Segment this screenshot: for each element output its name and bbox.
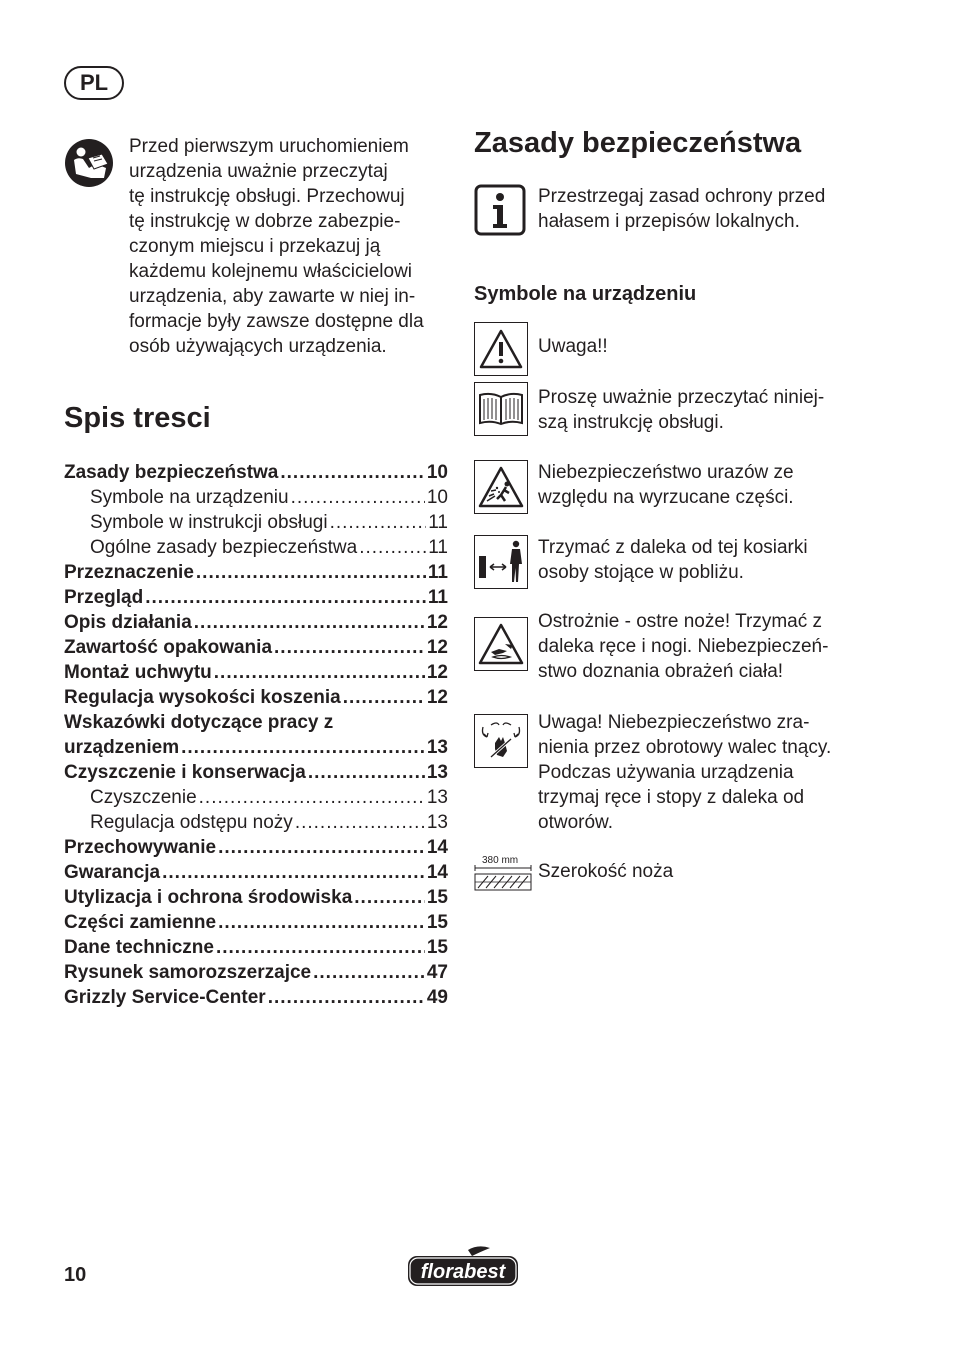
toc-entry[interactable] xyxy=(64,585,448,610)
symbol-line: Niebezpieczeństwo urazów ze xyxy=(538,462,794,483)
toc-entry-page: 47 xyxy=(426,962,448,983)
toc-leader-dots xyxy=(330,510,427,535)
toc-entry[interactable] xyxy=(64,935,448,960)
toc-entry-page: 10 xyxy=(426,487,448,508)
toc-entry-page: 11 xyxy=(428,512,448,533)
toc-entry-page: 13 xyxy=(426,812,448,833)
toc-entry[interactable] xyxy=(64,810,448,835)
toc-entry[interactable] xyxy=(64,560,448,585)
symbol-line: szą instrukcję obsługi. xyxy=(538,412,724,433)
symbol-line: Uwaga! Niebezpieczeństwo zra- xyxy=(538,712,810,733)
thrown-objects-icon xyxy=(474,460,528,514)
toc-entry-title: Przegląd xyxy=(64,587,144,608)
toc-entry[interactable] xyxy=(64,885,448,910)
open-book-icon xyxy=(474,382,528,436)
info-line: hałasem i przepisów lokalnych. xyxy=(538,211,800,232)
symbol-text xyxy=(538,710,864,835)
toc-leader-dots xyxy=(218,910,425,935)
intro-line: Przed pierwszym uruchomieniem xyxy=(129,136,409,157)
toc-entry[interactable] xyxy=(64,735,448,760)
toc-leader-dots xyxy=(313,960,425,985)
toc-entry-title: Zasady bezpieczeństwa xyxy=(64,462,279,483)
toc-entry-title: Regulacja wysokości koszenia xyxy=(64,687,341,708)
info-line: Przestrzegaj zasad ochrony przed xyxy=(538,186,826,207)
intro-line: osób używających urządzenia. xyxy=(129,336,387,357)
toc-entry-page: 49 xyxy=(426,987,448,1008)
toc-leader-dots xyxy=(216,935,425,960)
toc-leader-dots xyxy=(199,785,425,810)
toc-entry-page: 15 xyxy=(426,937,448,958)
toc-leader-dots xyxy=(181,735,425,760)
sharp-blades-icon xyxy=(474,617,528,671)
symbol-text xyxy=(538,334,864,359)
toc-entry-page: 12 xyxy=(426,662,448,683)
toc-leader-dots xyxy=(214,660,425,685)
cutting-width-label: 380 mm xyxy=(482,855,519,866)
toc-entry-title: Ogólne zasady bezpieczeństwa xyxy=(90,537,358,558)
toc-leader-dots xyxy=(196,560,426,585)
toc-entry[interactable] xyxy=(64,860,448,885)
keep-distance-icon xyxy=(474,535,528,589)
intro-line: czonym miejscu i przekazuj ją xyxy=(129,236,381,257)
intro-line: tę instrukcję obsługi. Przechowuj xyxy=(129,186,405,207)
toc-entry-title: Zawartość opakowania xyxy=(64,637,273,658)
symbol-line: Podczas używania urządzenia xyxy=(538,762,794,783)
toc-entry-page: 12 xyxy=(426,612,448,633)
symbol-text xyxy=(538,859,864,884)
toc-entry-title: Części zamienne xyxy=(64,912,217,933)
symbol-text xyxy=(538,535,864,585)
symbol-row-sharp-blades xyxy=(474,611,864,682)
toc-entry[interactable] xyxy=(64,460,448,485)
symbol-text xyxy=(538,609,864,684)
toc-entry[interactable] xyxy=(64,785,448,810)
intro-line: urządzenia, aby zawarte w niej in- xyxy=(129,286,416,307)
toc-entry-page: 15 xyxy=(426,887,448,908)
toc-entry[interactable] xyxy=(64,635,448,660)
toc-entry[interactable] xyxy=(64,610,448,635)
symbol-row-rotating-cylinder xyxy=(474,712,864,833)
toc-entry-title: Czyszczenie xyxy=(90,787,197,808)
toc-leader-dots xyxy=(354,885,425,910)
symbol-row-keep-distance xyxy=(474,535,864,589)
toc-entry-title: Utylizacja i ochrona środowiska xyxy=(64,887,353,908)
toc-entry[interactable] xyxy=(64,960,448,985)
symbol-row-manual xyxy=(474,382,864,436)
toc-leader-dots xyxy=(295,810,425,835)
intro-line: tę instrukcję w dobrze zabezpie- xyxy=(129,211,401,232)
toc-leader-dots xyxy=(274,635,425,660)
toc-entry-title: Symbole na urządzeniu xyxy=(90,487,289,508)
toc-entry-page: 14 xyxy=(426,837,448,858)
symbol-text xyxy=(538,460,864,510)
toc-entry-title: Dane techniczne xyxy=(64,937,214,958)
toc-entry-page: 10 xyxy=(426,462,448,483)
rotating-cylinder-icon xyxy=(474,714,528,768)
symbol-line: Uwaga!! xyxy=(538,336,608,357)
toc-entry-page: 11 xyxy=(427,587,448,608)
toc-entry-title: Czyszczenie i konserwacja xyxy=(64,762,306,783)
symbol-row-warning xyxy=(474,322,864,372)
symbol-line: daleka ręce i nogi. Niebezpieczeń- xyxy=(538,636,829,657)
toc-entry[interactable] xyxy=(64,760,448,785)
intro-text xyxy=(129,134,449,359)
intro-line: każdemu kolejnemu właścicielowi xyxy=(129,261,413,282)
info-text xyxy=(538,184,868,234)
cutting-width-icon xyxy=(474,852,534,894)
toc-entry[interactable] xyxy=(64,510,448,535)
toc-entry-title: urządzeniem xyxy=(64,737,180,758)
toc-entry-title: Opis działania xyxy=(64,612,192,633)
toc-leader-dots xyxy=(359,535,426,560)
symbol-line: osoby stojące w pobliżu. xyxy=(538,562,744,583)
toc-entry[interactable] xyxy=(64,685,448,710)
toc-entry-page: 14 xyxy=(426,862,448,883)
toc-leader-dots xyxy=(308,760,425,785)
toc-entry-title: Przechowywanie xyxy=(64,837,217,858)
read-manual-icon xyxy=(64,138,114,188)
intro-line: urządzenia uważnie przeczytaj xyxy=(129,161,388,182)
toc-leader-dots xyxy=(343,685,425,710)
info-icon xyxy=(474,184,526,236)
table-of-contents xyxy=(64,460,448,1010)
symbol-line: Proszę uważnie przeczytać niniej- xyxy=(538,387,825,408)
page-number: 10 xyxy=(64,1264,87,1286)
toc-entry[interactable] xyxy=(64,660,448,685)
toc-entry-page: 13 xyxy=(426,787,448,808)
toc-leader-dots xyxy=(291,485,425,510)
toc-entry-title: Symbole w instrukcji obsługi xyxy=(90,512,328,533)
toc-leader-dots xyxy=(280,460,424,485)
toc-entry-page: 12 xyxy=(426,637,448,658)
toc-entry-title: Rysunek samorozszerzajce xyxy=(64,962,312,983)
toc-title: Spis tresci xyxy=(64,402,211,434)
toc-entry[interactable] xyxy=(64,710,448,735)
symbol-line: otworów. xyxy=(538,812,613,833)
toc-entry-page: 13 xyxy=(426,737,448,758)
florabest-logo xyxy=(406,1246,520,1288)
toc-entry[interactable] xyxy=(64,835,448,860)
symbol-line: Trzymać z daleka od tej kosiarki xyxy=(538,537,808,558)
intro-line: formacje były zawsze dostępne dla xyxy=(129,311,424,332)
warning-triangle-icon xyxy=(474,322,528,376)
symbol-text xyxy=(538,385,864,435)
symbol-line: Ostrożnie - ostre noże! Trzymać z xyxy=(538,611,823,632)
language-badge: PL xyxy=(64,66,124,100)
safety-title: Zasady bezpieczeństwa xyxy=(474,127,802,159)
symbol-line: nienia przez obrotowy walec tnący. xyxy=(538,737,832,758)
symbol-row-thrown-objects xyxy=(474,460,864,514)
symbol-line: stwo doznania obrażeń ciała! xyxy=(538,661,784,682)
symbol-row-cutting-width xyxy=(474,852,864,894)
symbols-title: Symbole na urządzeniu xyxy=(474,283,697,305)
toc-leader-dots xyxy=(145,585,426,610)
toc-entry-title: Przeznaczenie xyxy=(64,562,194,583)
toc-entry-page: 11 xyxy=(428,537,448,558)
toc-entry-title: Regulacja odstępu noży xyxy=(90,812,293,833)
toc-entry[interactable] xyxy=(64,985,448,1010)
toc-entry-page: 11 xyxy=(427,562,448,583)
toc-leader-dots xyxy=(218,835,425,860)
symbol-line: trzymaj ręce i stopy z daleka od xyxy=(538,787,805,808)
toc-entry-title: Grizzly Service-Center xyxy=(64,987,266,1008)
toc-entry[interactable] xyxy=(64,485,448,510)
toc-entry-title: Wskazówki dotyczące pracy z xyxy=(64,712,334,733)
toc-leader-dots xyxy=(162,860,425,885)
toc-entry-title: Gwarancja xyxy=(64,862,161,883)
toc-entry-page: 12 xyxy=(426,687,448,708)
toc-entry-page: 13 xyxy=(426,762,448,783)
toc-entry-title: Montaż uchwytu xyxy=(64,662,212,683)
toc-leader-dots xyxy=(268,985,425,1010)
symbol-line: Szerokość noża xyxy=(538,861,674,882)
toc-entry-page: 15 xyxy=(426,912,448,933)
toc-entry[interactable] xyxy=(64,910,448,935)
toc-entry[interactable] xyxy=(64,535,448,560)
logo-text: florabest xyxy=(420,1261,506,1283)
symbol-line: względu na wyrzucane części. xyxy=(538,487,794,508)
toc-leader-dots xyxy=(194,610,425,635)
